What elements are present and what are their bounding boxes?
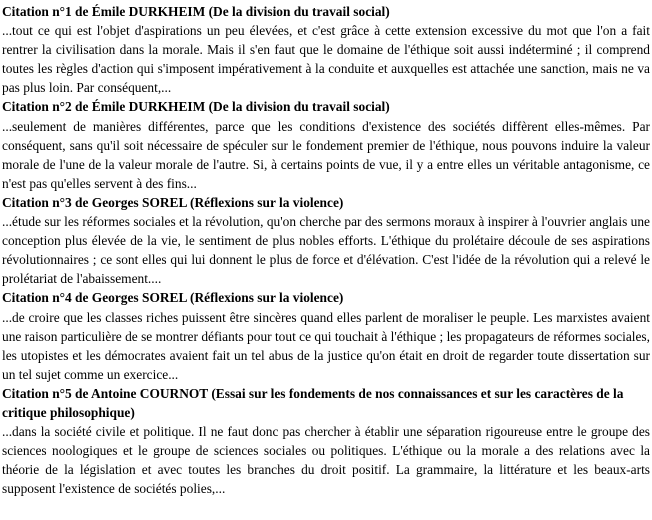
- citation-text: ...tout ce qui est l'objet d'aspirations un peu élevées, et c'est grâce à cette extension excessive du mot que l'on a fait rentrer la civilisation dans la morale. Mais il s'en faut que le domaine de l'éthique soit aussi indéterminé ; il comprend toutes les règles d'action qui s'imposent impérativement à la conduite et auxquelles est attachée une sanction, mais ne va pas plus loin. Par conséquent,...: [2, 23, 650, 96]
- citation-heading: Citation n°3 de Georges SOREL (Réflexions sur la violence): [2, 194, 344, 210]
- citation-text: ...de croire que les classes riches puissent être sincères quand elles parlent de moraliser le peuple. Les marxistes avaient une raison particulière de se montrer défiants pour tout ce qui touchait à l'éthique ; les propagateurs de réformes sociales, les utopistes et les démocrates avaient fait un tel abus de la justice qu'on était en droit de regarder toute dissertation sur un tel sujet comme un exercice...: [2, 309, 650, 382]
- citation-heading: Citation n°1 de Émile DURKHEIM (De la division du travail social): [2, 4, 390, 19]
- citation-5: [2, 384, 650, 499]
- citation-heading: Citation n°4 de Georges SOREL (Réflexions sur la violence): [2, 290, 344, 306]
- citation-text: ...seulement de manières différentes, parce que les conditions d'existence des sociétés diffèrent elles-mêmes. Par conséquent, sans qu'il soit nécessaire de spéculer sur le fondement premier de l'éthique, nous pouvons induire la valeur morale de l'une de la valeur morale de l'autre. Si, à certains points de vue, il y a entre elles un véritable antagonisme, ce n'est pas qu'elles servent à des fins...: [2, 118, 650, 191]
- citation-1: [2, 2, 650, 97]
- citation-text: ...dans la société civile et politique. Il ne faut donc pas chercher à établir une séparation rigoureuse entre le groupe des sciences noologiques et le groupe de sciences sociales ou politiques. L'éthique ou la morale a des relations avec la théorie de la législation et avec toutes les branches du droit positif. La grammaire, la littérature et les beaux-arts supposent l'existence de sociétés polies,...: [2, 424, 650, 497]
- citation-3: [2, 193, 650, 288]
- citation-heading: Citation n°5 de Antoine COURNOT (Essai sur les fondements de nos connaissances et sur les caractères de la critique philosophique): [2, 385, 624, 420]
- citation-4: [2, 288, 650, 383]
- citation-2: [2, 97, 650, 192]
- citation-text: ...étude sur les réformes sociales et la révolution, qu'on cherche par des sermons moraux à inspirer à l'ouvrier anglais une conception plus élevée de la vie, le sentiment de plus nobles efforts. L'éthique du prolétaire découle de ses aspirations révolutionnaires ; ce sont elles qui lui donnent le plus de force et d'élévation. C'est l'idée de la révolution qui a relevé le prolétariat de l'abaissement....: [2, 214, 650, 287]
- citation-heading: Citation n°2 de Émile DURKHEIM (De la division du travail social): [2, 99, 390, 115]
